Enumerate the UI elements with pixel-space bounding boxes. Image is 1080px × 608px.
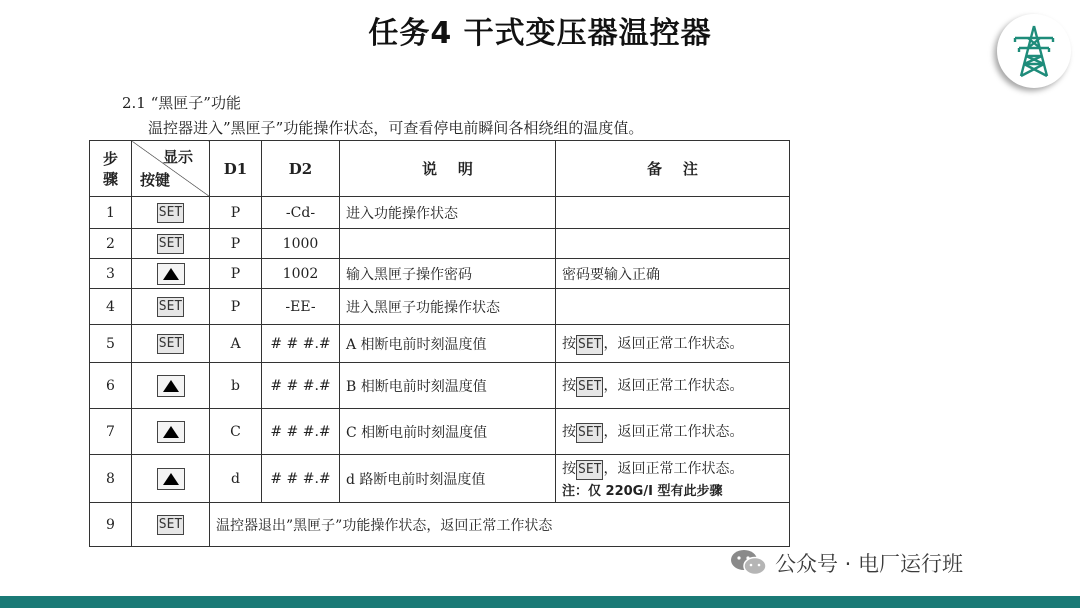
set-key-icon: SET (576, 377, 603, 397)
remark-note: 注：仅 220G/I 型有此步骤 (562, 484, 723, 499)
d2-value: # # #.# (262, 455, 340, 503)
remark-cell (556, 455, 790, 503)
d1-value: b (210, 363, 262, 409)
explain-text: 输入黑匣子操作密码 (340, 259, 556, 289)
power-tower-icon (1009, 24, 1059, 78)
header-d1: D1 (210, 141, 262, 197)
d1-value: P (210, 289, 262, 325)
header-step: 步骤 (90, 141, 132, 197)
remark-cell (556, 409, 790, 455)
up-arrow-key-icon (157, 468, 185, 490)
remark-suffix: ，返回正常工作状态。 (603, 423, 744, 440)
set-key-icon: SET (157, 234, 184, 254)
set-key-icon: SET (157, 334, 184, 354)
logo (997, 14, 1071, 88)
section-description: 温控器进入”黑匣子”功能操作状态，可查看停电前瞬间各相绕组的温度值。 (148, 119, 644, 137)
remark-suffix: ，返回正常工作状态。 (603, 335, 744, 352)
key-cell (132, 289, 210, 325)
d2-value: -Cd- (262, 197, 340, 229)
d1-value: A (210, 325, 262, 363)
d1-value: C (210, 409, 262, 455)
d2-value: -EE- (262, 289, 340, 325)
key-cell (132, 197, 210, 229)
explain-text (340, 229, 556, 259)
header-key: 按键 (140, 171, 171, 189)
d2-value: 1002 (262, 259, 340, 289)
bottom-accent-bar (0, 596, 1080, 608)
remark-prefix: 按 (562, 377, 576, 394)
remark-cell (556, 363, 790, 409)
explain-text: A 相断电前时刻温度值 (340, 325, 556, 363)
table-row (90, 229, 790, 259)
key-cell (132, 229, 210, 259)
explain-text: 进入黑匣子功能操作状态 (340, 289, 556, 325)
final-row-text: 温控器退出”黑匣子”功能操作状态，返回正常工作状态 (210, 503, 790, 547)
set-key-icon: SET (576, 460, 603, 480)
table-row (90, 455, 790, 503)
remark-prefix: 按 (562, 461, 576, 477)
table-row (90, 409, 790, 455)
remark-cell (556, 229, 790, 259)
remark-cell (556, 197, 790, 229)
header-display: 显示 (162, 148, 193, 166)
header-d2: D2 (262, 141, 340, 197)
key-cell (132, 409, 210, 455)
table-row (90, 197, 790, 229)
d2-value: # # #.# (262, 325, 340, 363)
explain-text: d 路断电前时刻温度值 (340, 455, 556, 503)
set-key-icon: SET (157, 203, 184, 223)
step-number: 5 (90, 325, 132, 363)
remark-cell (556, 259, 790, 289)
table-row (90, 325, 790, 363)
table-row (90, 259, 790, 289)
section-heading: 2.1 “黑匣子”功能 (122, 94, 241, 112)
d2-value: # # #.# (262, 409, 340, 455)
step-number: 4 (90, 289, 132, 325)
step-number: 7 (90, 409, 132, 455)
step-number: 8 (90, 455, 132, 503)
page-title: 任务4 干式变压器温控器 (368, 16, 712, 51)
remark-cell (556, 325, 790, 363)
remark-suffix: ，返回正常工作状态。 (603, 377, 744, 394)
d2-value: # # #.# (262, 363, 340, 409)
set-key-icon: SET (157, 515, 184, 535)
step-number: 3 (90, 259, 132, 289)
set-key-icon: SET (576, 335, 603, 355)
table-header-row (90, 141, 790, 197)
remark-text: 密码要输入正确 (562, 266, 660, 283)
key-cell (132, 503, 210, 547)
d1-value: P (210, 197, 262, 229)
key-cell (132, 363, 210, 409)
table-row-final (90, 503, 790, 547)
d2-value: 1000 (262, 229, 340, 259)
watermark-text: 公众号 · 电厂运行班 (775, 552, 964, 576)
d1-value: P (210, 229, 262, 259)
up-arrow-key-icon (157, 263, 185, 285)
step-number: 1 (90, 197, 132, 229)
d1-value: P (210, 259, 262, 289)
wechat-icon (729, 548, 769, 578)
watermark (729, 548, 963, 578)
up-arrow-key-icon (157, 375, 185, 397)
header-display-key (132, 141, 210, 197)
key-cell (132, 259, 210, 289)
steps-table (89, 140, 790, 547)
table-row (90, 363, 790, 409)
remark-cell (556, 289, 790, 325)
set-key-icon: SET (576, 423, 603, 443)
step-number: 6 (90, 363, 132, 409)
table-row (90, 289, 790, 325)
up-arrow-key-icon (157, 421, 185, 443)
remark-prefix: 按 (562, 335, 576, 352)
d1-value: d (210, 455, 262, 503)
step-number: 9 (90, 503, 132, 547)
remark-suffix: ，返回正常工作状态。 (603, 461, 744, 477)
explain-text: C 相断电前时刻温度值 (340, 409, 556, 455)
step-number: 2 (90, 229, 132, 259)
explain-text: 进入功能操作状态 (340, 197, 556, 229)
key-cell (132, 455, 210, 503)
remark-prefix: 按 (562, 423, 576, 440)
header-remark: 备 注 (556, 141, 790, 197)
header-explain: 说 明 (340, 141, 556, 197)
key-cell (132, 325, 210, 363)
set-key-icon: SET (157, 297, 184, 317)
explain-text: B 相断电前时刻温度值 (340, 363, 556, 409)
